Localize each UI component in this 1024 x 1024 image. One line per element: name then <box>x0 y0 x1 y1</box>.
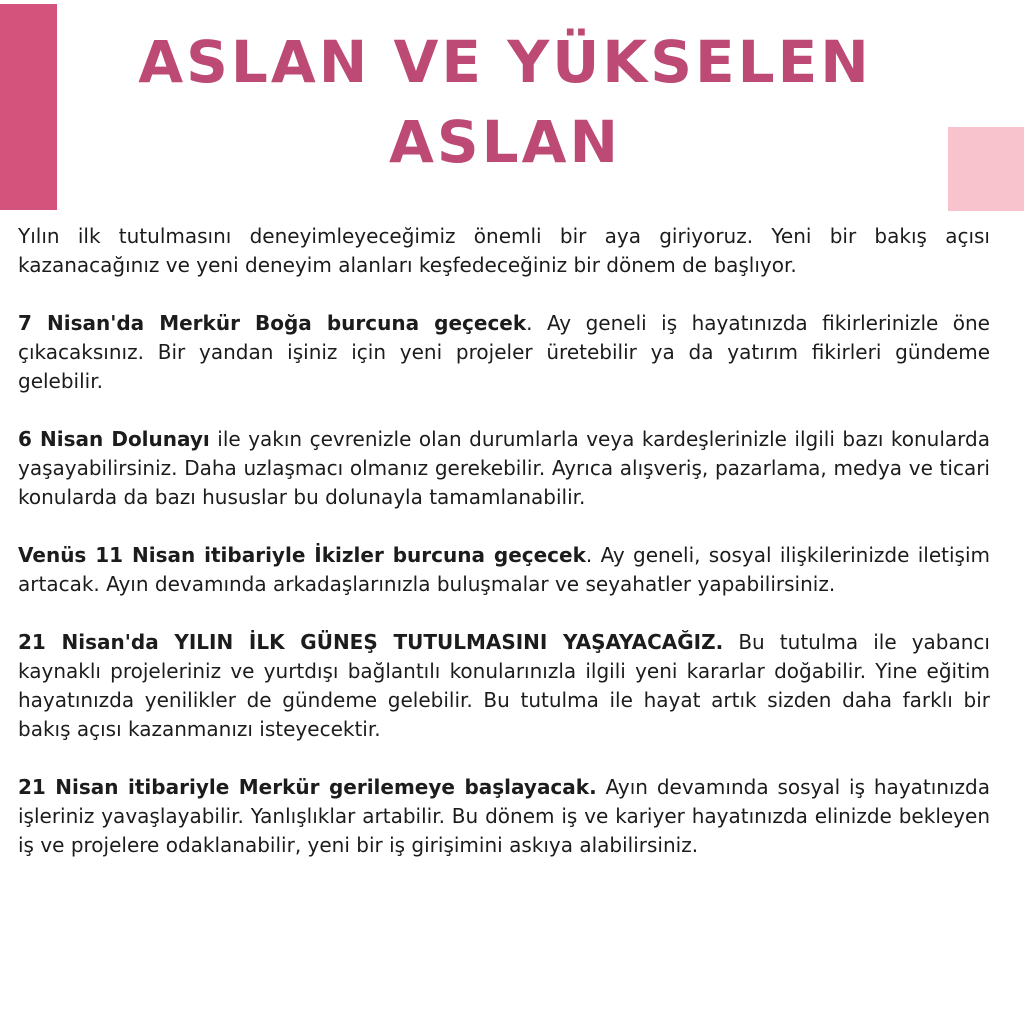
title-line-1: ASLAN VE YÜKSELEN <box>138 28 872 96</box>
paragraph-venus <box>18 541 990 599</box>
paragraph-merkur-gerileme <box>18 773 990 860</box>
paragraph-heading: 7 Nisan'da Merkür Boğa burcuna geçecek <box>18 311 527 335</box>
decorative-block-right <box>948 127 1024 211</box>
paragraph-text: . Ay geneli, sosyal ilişkilerinizde iletişim artacak. Ayın devamında arkadaşlarınızla buluşmalar ve seyahatler yapabilirsiniz. <box>18 543 990 596</box>
page-title <box>60 22 950 182</box>
paragraph-heading: 6 Nisan Dolunayı <box>18 427 210 451</box>
paragraph-intro <box>18 222 990 280</box>
article-body <box>18 222 990 889</box>
paragraph-text: ile yakın çevrenizle olan durumlarla veya kardeşlerinizle ilgili bazı konularda yaşayabilirsiniz. Daha uzlaşmacı olmanız gerekebilir. Ayrıca alışveriş, pazarlama, medya ve ticari konularda da bazı hususlar bu dolunayla tamamlanabilir. <box>18 427 990 509</box>
paragraph-text: Yılın ilk tutulmasını deneyimleyeceğimiz önemli bir aya giriyoruz. Yeni bir bakış açısı kazanacağınız ve yeni deneyim alanları keşfedeceğiniz bir dönem de başlıyor. <box>18 224 990 277</box>
paragraph-gunes-tutulmasi <box>18 628 990 744</box>
paragraph-merkur-boga <box>18 309 990 396</box>
paragraph-heading: 21 Nisan'da YILIN İLK GÜNEŞ TUTULMASINI YAŞAYACAĞIZ. <box>18 630 724 654</box>
paragraph-text: Ayın devamında sosyal iş hayatınızda işleriniz yavaşlayabilir. Yanlışlıklar artabilir. Bu dönem iş ve kariyer hayatınızda elinizde bekleyen iş ve projelere odaklanabilir, yeni bir iş girişimini askıya alabilirsiniz. <box>18 775 990 857</box>
paragraph-text: Bu tutulma ile yabancı kaynaklı projeleriniz ve yurtdışı bağlantılı konularınızla ilgili yeni kararlar doğabilir. Yine eğitim hayatınızda yenilikler de gündeme gelebilir. Bu tutulma ile hayat artık sizden daha farklı bir bakış açısı kazanmanızı isteyecektir. <box>18 630 990 741</box>
title-line-2: ASLAN <box>388 108 622 176</box>
header <box>0 0 1024 212</box>
paragraph-dolunay <box>18 425 990 512</box>
paragraph-heading: Venüs 11 Nisan itibariyle İkizler burcuna geçecek <box>18 543 586 567</box>
paragraph-text: . Ay geneli iş hayatınızda fikirlerinizle öne çıkacaksınız. Bir yandan işiniz için yeni projeler üretebilir ya da yatırım fikirleri gündeme gelebilir. <box>18 311 990 393</box>
paragraph-heading: 21 Nisan itibariyle Merkür gerilemeye başlayacak. <box>18 775 597 799</box>
decorative-bar-left <box>0 4 57 210</box>
